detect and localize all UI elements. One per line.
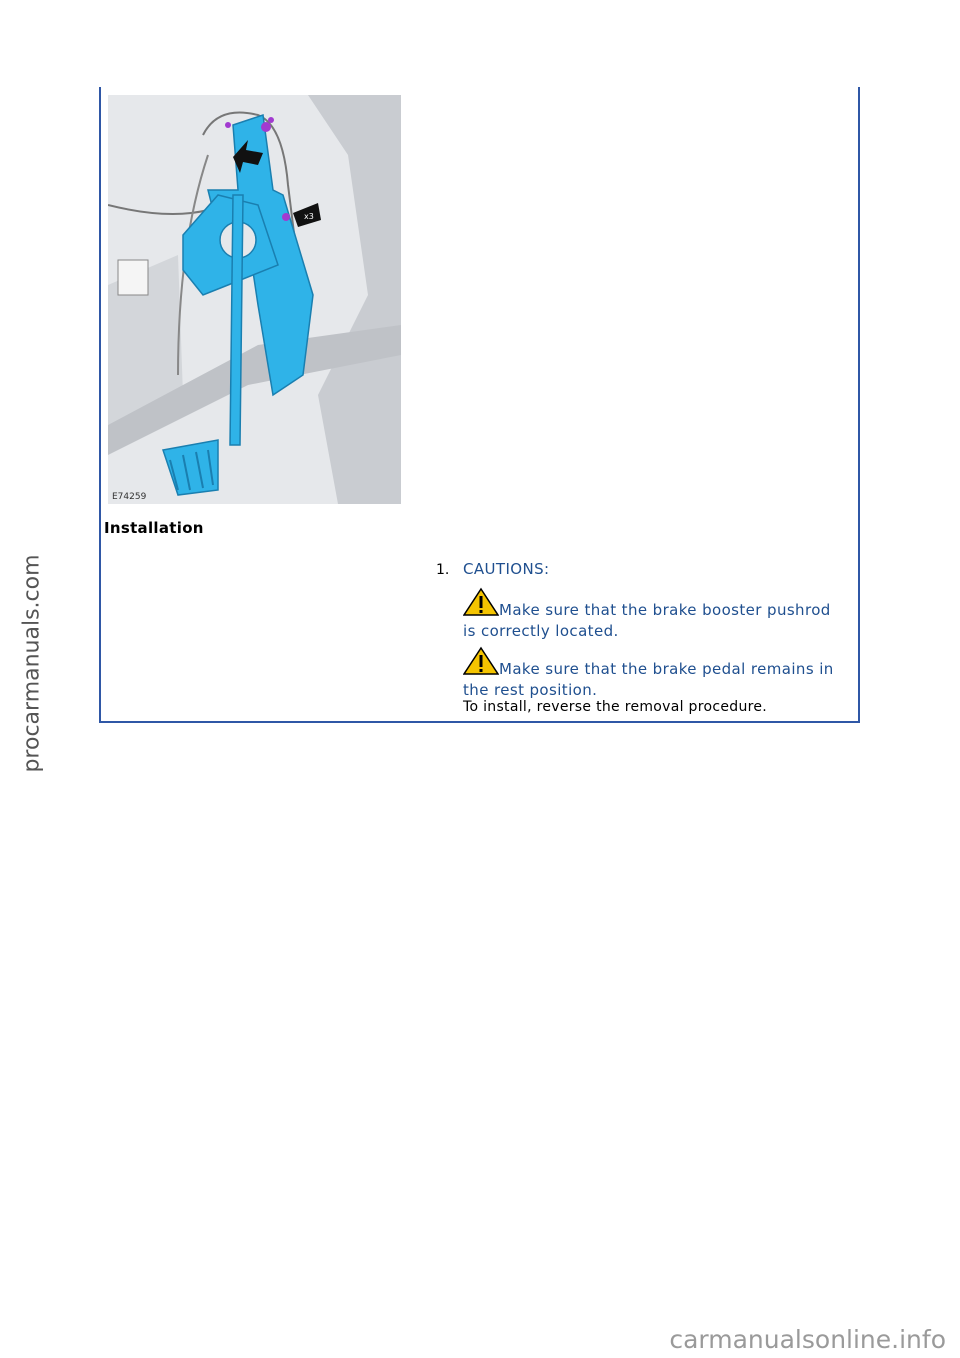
section-heading: Installation [104,519,204,537]
caution-item [463,646,843,701]
footer-watermark: carmanualsonline.info [669,1325,946,1354]
caution-text: Make sure that the brake booster pushrod is correctly located. [463,601,831,640]
instruction-text: To install, reverse the removal procedure. [463,699,768,715]
warning-triangle-icon [463,587,499,617]
figure-id-label: E74259 [112,492,147,502]
warning-triangle-icon [463,646,499,676]
quantity-callout: x3 [304,212,314,221]
cautions-label: CAUTIONS: [463,560,550,578]
caution-item [463,587,843,642]
pedal-illustration [108,95,401,504]
step-number: 1. [436,562,450,578]
brake-pedal-drawing [108,95,401,504]
caution-text: Make sure that the brake pedal remains in the rest position. [463,660,834,699]
side-watermark: procarmanuals.com [19,554,45,773]
